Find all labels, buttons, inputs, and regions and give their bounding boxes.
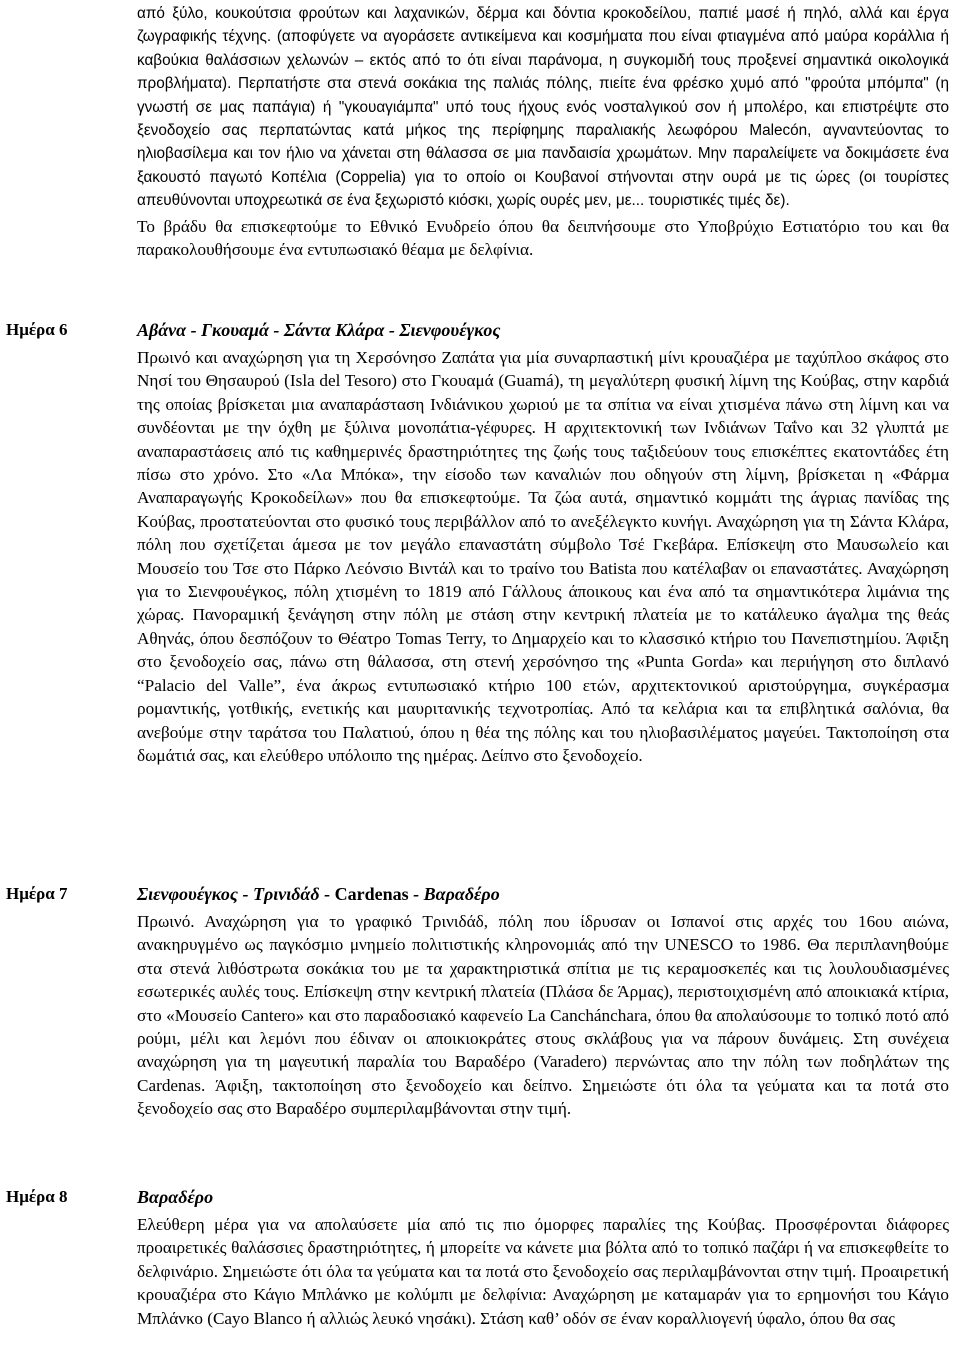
intro-section	[137, 2, 949, 261]
day-7-text: Πρωινό. Αναχώρηση για το γραφικό Τρινιδάδ, πόλη που ίδρυσαν οι Ισπανοί στις αρχές του 16ου αιώνα, ανακηρυγμένο ως παγκόσμιο μνημείο πολιτιστικής κληρονομιάς από την UNESCO το 1986. Θα περιπλανηθούμε στα στενά λιθόστρωτα σοκάκια του με τα χαρακτηριστικά σπίτια με τις κεραμοσκεπές και τις λουλουδιασμένες εσωτερικές αυλές τους. Επίσκεψη στην κεντρική πλατεία (Πλάσα δε Άρμας), περιστοιχισμένη από αποικιακά κτίρια, στο «Μουσείο Cantero» και στο παραδοσιακό καφενείο La Canchánchara, όπου θα απολαύσουμε το τοπικό ποτό από ρούμι, μέλι και λεμόνι που έδιναν οι αποικιοκράτες στους σκλάβους για να πάρουν δυνάμεις. Στη συνέχεια αναχώρηση για τη μαγευτική παραλία του Βαραδέρο (Varadero) περνώντας απο την πόλη των ποδηλάτων της Cardenas. Άφιξη, τακτοποίηση στο ξενοδοχείο και δείπνο. Σημειώστε ότι όλα τα γεύματα και τα ποτά στο ξενοδοχείο σας στο Βαραδέρο συμπεριλαμβάνονται στην τιμή.	[137, 912, 949, 1119]
day-6-text: Πρωινό και αναχώρηση για τη Χερσόνησο Ζαπάτα για μία συναρπαστική μίνι κρουαζιέρα με ταχύπλοο σκάφος στο Νησί του Θησαυρού (Isla del Tesoro) στο Γκουαμά (Guamá), τη μεγαλύτερη φυσική λίμνη της Κούβας, στην καρδιά της οποίας βρίσκεται μια αναπαράσταση Ινδιάνικου χωριού με τα σπίτια να είναι χτισμένα πάνω στη λίμνη και να συνδέονται με την όχθη με ξύλινα μονοπάτια-γέφυρες. Η αρχιτεκτονική των Ινδιάνων Ταΐνο και 32 γλυπτά με αναπαραστάσεις από τις καθημερινές δραστηριότητες της ζωής τους ταξιδεύουν τους επισκέπτες εκατοντάδες έτη πίσω στο χρόνο. Στο «Λα Μπόκα», την είσοδο των καναλιών που οδηγούν στη λίμνη, βρίσκεται η «Φάρμα Αναπαραγωγής Κροκοδείλων» που θα επισκεφτούμε. Τα ζώα αυτά, σημαντικό κομμάτι της άγριας πανίδας της Κούβας, προστατεύονται στο φυσικό τους περιβάλλον από το ανεξέλεγκτο κυνήγι. Αναχώρηση για τη Σάντα Κλάρα, πόλη που σχετίζεται άμεσα με τον μεγάλο επαναστάτη σύμβολο Τσέ Γκεβάρα. Επίσκεψη στο Μαυσωλείο και Μουσείο του Τσε στο Πάρκο Λεόνσιο Βιντάλ και το τραίνο του Batista που κατέλαβαν οι επαναστάτες. Αναχώρηση για το Σιενφουέγκος, πόλη χτισμένη το 1819 από Γάλλους άποικους και ένα από τα σημαντικότερα λιμάνια της χώρας. Πανοραμική ξενάγηση στην πόλη με στάση στην κεντρική πλατεία με το κατάλευκο άγαλμα της θεάς Αθηνάς, όπου δεσπόζουν το Θέατρο Tomas Terry, το Δημαρχείο και το κλασσικό κτήριο του Πανεπιστημίου. Άφιξη στο ξενοδοχείο σας, πάνω στη θάλασσα, στη στενή χερσόνησο της «Punta Gorda» και περιήγηση στο διπλανό “Palacio del Valle”, ένα άκρως εντυπωσιακό κτήριο 100 ετών, αρχιτεκτονικού αριστούργημα, συγκέρασμα ρομαντικής, γοτθικής, ενετικής και μαυριτανικής τεχνοτροπίας. Από τα κελάρια και τα επιβλητικά σαλόνια, θα ανεβούμε στην ταράτσα του Παλατιού, όπου η θέα της πόλης και του ηλιοβασιλέματος μαγεύει. Τακτοποίηση στα δωμάτιά σας, και ελεύθερο υπόλοιπο της ημέρας. Δείπνο στο ξενοδοχείο.	[137, 348, 949, 765]
day-8-route: Βαραδέρο	[137, 1187, 214, 1207]
day-8-section	[137, 1185, 949, 1330]
intro-paragraph: από ξύλο, κουκούτσια φρούτων και λαχανικών, δέρμα και δόντια κροκοδείλου, παπιέ μασέ ή πηλό, αλλά και έργα ζωγραφικής τέχνης. (αποφύγετε να αγοράσετε αντικείμενα και κοσμήματα που είναι φτιαγμένα από μαύρα κοράλλια ή καβούκια θαλάσσιων χελωνών – εκτός από το ότι είναι παράνομα, η συγκομιδή τους προξενεί σημαντικά οικολογικά προβλήματα). Περπατήστε στα στενά σοκάκια της παλιάς πόλης, πιείτε ένα φρέσκο χυμό από "φρούτα μπόμπα" (η γνωστή σε μας παπάγια) ή "γκουαγιάμπα" υπό τους ήχους ενός νοσταλγικού σον ή μπολέρο, και επιστρέψτε στο ξενοδοχείο σας περπατώντας κατά μήκος της περίφημης παραλιακής λεωφόρου Malecón, αγναντεύοντας το ηλιοβασίλεμα και τον ήλιο να χάνεται στη θάλασσα σε μια πανδαισία χρωμάτων. Μην παραλείψετε να δοκιμάσετε ένα ξακουστό παγωτό Κοπέλια (Coppelia) για το οποίο οι Κουβανοί στήνονται στην ουρά με τις ώρες (οι τουρίστες απευθύνονται υποχρεωτικά σε ένα ξεχωριστό κιόσκι, χωρίς ουρές μεν, με... τουριστικές τιμές δε).	[137, 5, 949, 210]
day-7-label: Ημέρα 7	[6, 884, 68, 903]
intro-aquarium-paragraph: Το βράδυ θα επισκεφτούμε το Εθνικό Ενυδρείο όπου θα δειπνήσουμε στο Υποβρύχιο Εστιατόριο του και θα παρακολουθήσουμε ένα εντυπωσιακό θέαμα με δελφίνια.	[137, 216, 949, 260]
day-6-title	[137, 318, 949, 342]
day-6-section	[137, 318, 949, 767]
day-8-label: Ημέρα 8	[6, 1187, 68, 1206]
day-7-section	[137, 882, 949, 1121]
day-7-route-c: - Βαραδέρο	[408, 884, 500, 904]
day-8-title	[137, 1185, 949, 1209]
day-6-route: Αβάνα - Γκουαμά - Σάντα Κλάρα - Σιενφουέγκος	[137, 320, 501, 340]
day-7-route-b: Cardenas	[334, 884, 409, 904]
day-8-text: Ελεύθερη μέρα για να απολαύσετε μία από τις πιο όμορφες παραλίες της Κούβας. Προσφέρονται διάφορες προαιρετικές θαλάσσιες δραστηριότητες, ή μπορείτε να κάνετε μια βόλτα από το τοπικό παζάρι ή να επισκεφθείτε το δελφινάριο. Σημειώστε ότι όλα τα γεύματα και τα ποτά στο ξενοδοχείο σας περιλαμβάνονται στην τιμή. Προαιρετική κρουαζιέρα στο Κάγιο Μπλάνκο με κολύμπι με δελφίνια: Αναχώρηση με καταμαράν για το ερημονήσι του Κάγιο Μπλάνκο (Cayo Blanco ή αλλιώς λευκό νησάκι). Στάση καθ’ οδόν σε έναν κοραλλιογενή ύφαλο, όπου θα σας	[137, 1215, 949, 1328]
day-7-title	[137, 882, 949, 906]
day-7-route-a: Σιενφουέγκος - Τρινιδάδ -	[137, 884, 335, 904]
day-6-label: Ημέρα 6	[6, 320, 68, 339]
